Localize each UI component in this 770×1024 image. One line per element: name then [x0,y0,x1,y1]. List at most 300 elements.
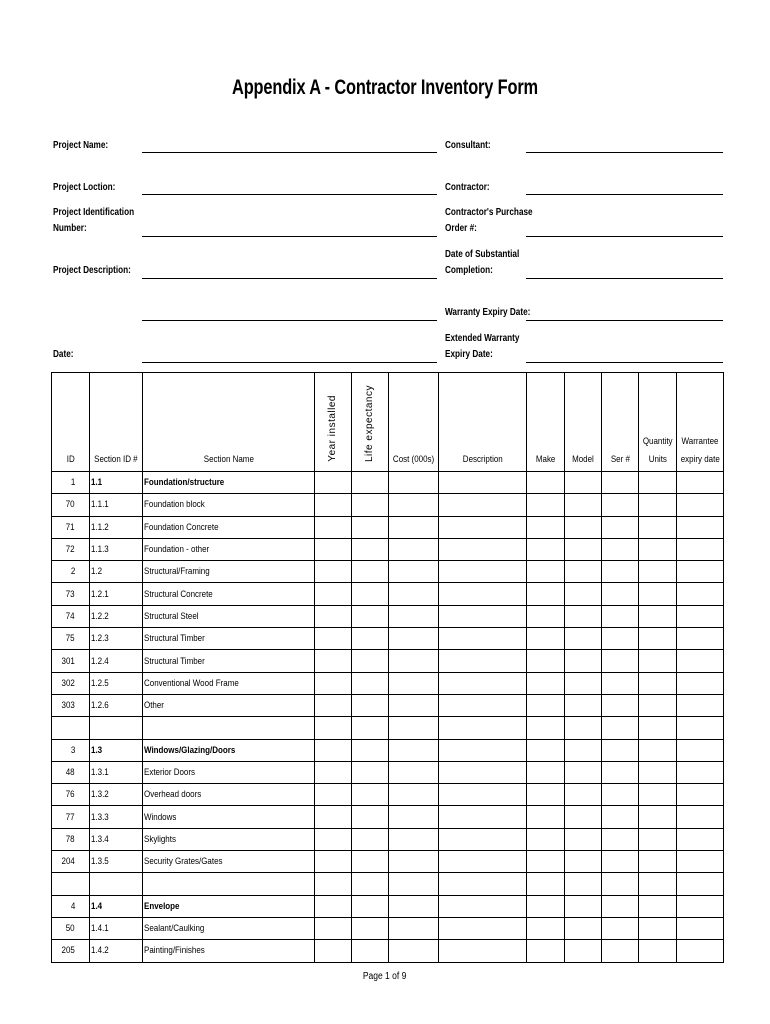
cell-model[interactable] [565,806,602,828]
cell-section-name-text: Skylights [144,833,176,845]
cell-cost[interactable] [389,694,439,716]
cell-year-installed[interactable] [315,873,352,895]
cell-section-name-text: Foundation - other [144,544,210,556]
cell-quantity-units[interactable] [639,628,677,650]
cell-life-expectancy[interactable] [352,672,389,694]
cell-year-installed[interactable] [315,784,352,806]
project-description-field-2[interactable] [142,320,437,321]
cell-cost[interactable] [389,605,439,627]
purchase-order-field[interactable] [526,236,723,237]
cell-ser[interactable] [602,494,639,516]
cell-life-expectancy[interactable] [352,605,389,627]
header-warrantee-expiry: Warrantee expiry date [677,373,724,472]
cell-cost[interactable] [389,717,439,739]
cell-description[interactable] [439,605,527,627]
cell-life-expectancy[interactable] [352,784,389,806]
cell-life-expectancy[interactable] [352,538,389,560]
project-id-label-line1: Project Identification [53,207,135,218]
cell-description[interactable] [439,538,527,560]
table-row [52,917,724,939]
project-description-label: Project Description: [53,265,131,276]
cell-description[interactable] [439,940,527,962]
cell-make[interactable] [527,739,565,761]
cell-description[interactable] [439,828,527,850]
page-footer [0,971,770,982]
cell-life-expectancy[interactable] [352,628,389,650]
cell-cost[interactable] [389,851,439,873]
cell-section-name [143,895,315,917]
cell-make[interactable] [527,873,565,895]
cell-warrantee-expiry[interactable] [677,694,724,716]
cell-quantity-units[interactable] [639,828,677,850]
cell-year-installed[interactable] [315,806,352,828]
cell-section-id [90,650,143,672]
cell-life-expectancy[interactable] [352,494,389,516]
cell-description[interactable] [439,650,527,672]
cell-make[interactable] [527,717,565,739]
header-description: Description [439,373,527,472]
substantial-completion-field[interactable] [526,278,723,279]
cell-id-text: 204 [61,856,75,868]
table-row [52,516,724,538]
project-description-field[interactable] [142,278,437,279]
cell-id [52,628,90,650]
cell-section-id [90,739,143,761]
cell-quantity-units[interactable] [639,806,677,828]
cell-life-expectancy[interactable] [352,851,389,873]
cell-quantity-units[interactable] [639,739,677,761]
cell-cost[interactable] [389,561,439,583]
cell-model[interactable] [565,917,602,939]
cell-id-text: 4 [70,900,75,912]
cell-id [52,538,90,560]
table-row [52,761,724,783]
cell-quantity-units[interactable] [639,694,677,716]
cell-year-installed[interactable] [315,650,352,672]
cell-id-text: 301 [61,655,75,667]
cell-model[interactable] [565,516,602,538]
cell-section-id-text: 1.4.2 [91,945,109,957]
cell-make[interactable] [527,806,565,828]
cell-make[interactable] [527,694,565,716]
cell-model[interactable] [565,628,602,650]
cell-section-name [143,940,315,962]
cell-warrantee-expiry[interactable] [677,494,724,516]
cell-cost[interactable] [389,628,439,650]
cell-warrantee-expiry[interactable] [677,605,724,627]
cell-description[interactable] [439,494,527,516]
cell-cost[interactable] [389,739,439,761]
cell-make[interactable] [527,895,565,917]
table-row [52,494,724,516]
cell-id [52,873,90,895]
cell-section-name [143,806,315,828]
cell-section-id [90,561,143,583]
cell-life-expectancy[interactable] [352,583,389,605]
cell-cost[interactable] [389,784,439,806]
extended-warranty-field[interactable] [526,362,723,363]
cell-warrantee-expiry[interactable] [677,650,724,672]
cell-model[interactable] [565,761,602,783]
cell-section-id-text: 1.3.5 [91,856,109,868]
cell-life-expectancy[interactable] [352,717,389,739]
cell-description[interactable] [439,739,527,761]
cell-model[interactable] [565,583,602,605]
cell-warrantee-expiry[interactable] [677,761,724,783]
cell-quantity-units[interactable] [639,761,677,783]
cell-model[interactable] [565,873,602,895]
cell-warrantee-expiry[interactable] [677,628,724,650]
cell-id-text: 73 [66,588,75,600]
cell-id-text: 78 [66,833,75,845]
cell-year-installed[interactable] [315,851,352,873]
cell-year-installed[interactable] [315,761,352,783]
table-row [52,694,724,716]
cell-ser[interactable] [602,694,639,716]
cell-year-installed[interactable] [315,494,352,516]
cell-make[interactable] [527,828,565,850]
cell-description[interactable] [439,628,527,650]
cell-make[interactable] [527,538,565,560]
cell-make[interactable] [527,494,565,516]
cell-cost[interactable] [389,583,439,605]
cell-quantity-units[interactable] [639,472,677,494]
cell-life-expectancy[interactable] [352,806,389,828]
cell-ser[interactable] [602,672,639,694]
cell-description[interactable] [439,694,527,716]
cell-warrantee-expiry[interactable] [677,784,724,806]
cell-ser[interactable] [602,650,639,672]
cell-id-text: 2 [70,566,75,578]
cell-id-text: 205 [61,945,75,957]
cell-year-installed[interactable] [315,694,352,716]
cell-id [52,650,90,672]
cell-model[interactable] [565,851,602,873]
cell-warrantee-expiry[interactable] [677,672,724,694]
cell-warrantee-expiry[interactable] [677,828,724,850]
cell-description[interactable] [439,851,527,873]
cell-ser[interactable] [602,739,639,761]
cell-description[interactable] [439,672,527,694]
cell-description[interactable] [439,784,527,806]
cell-model[interactable] [565,672,602,694]
cell-section-name [143,717,315,739]
cell-warrantee-expiry[interactable] [677,895,724,917]
cell-warrantee-expiry[interactable] [677,717,724,739]
cell-quantity-units[interactable] [639,583,677,605]
cell-life-expectancy[interactable] [352,694,389,716]
cell-ser[interactable] [602,851,639,873]
cell-ser[interactable] [602,628,639,650]
table-row [52,739,724,761]
cell-ser[interactable] [602,538,639,560]
cell-warrantee-expiry[interactable] [677,538,724,560]
cell-cost[interactable] [389,494,439,516]
cell-ser[interactable] [602,917,639,939]
cell-section-name [143,873,315,895]
cell-ser[interactable] [602,472,639,494]
cell-quantity-units[interactable] [639,873,677,895]
cell-id [52,761,90,783]
cell-ser[interactable] [602,761,639,783]
cell-year-installed[interactable] [315,717,352,739]
cell-model[interactable] [565,650,602,672]
cell-model[interactable] [565,784,602,806]
cell-description[interactable] [439,516,527,538]
cell-life-expectancy[interactable] [352,472,389,494]
cell-make[interactable] [527,561,565,583]
project-name-label: Project Name: [53,140,109,151]
warranty-expiry-field[interactable] [526,320,723,321]
cell-section-id-text: 1.2.1 [91,588,109,600]
cell-description[interactable] [439,561,527,583]
cell-id-text: 77 [66,811,75,823]
cell-cost[interactable] [389,538,439,560]
cell-year-installed[interactable] [315,605,352,627]
cell-year-installed[interactable] [315,628,352,650]
cell-section-id [90,516,143,538]
cell-quantity-units[interactable] [639,672,677,694]
cell-section-name-text: Sealant/Caulking [144,923,205,935]
table-row [52,472,724,494]
cell-cost[interactable] [389,806,439,828]
cell-section-id-text: 1.1 [91,477,103,489]
cell-ser[interactable] [602,561,639,583]
cell-cost[interactable] [389,472,439,494]
cell-description[interactable] [439,895,527,917]
cell-description[interactable] [439,472,527,494]
header-id: ID [52,373,90,472]
cell-warrantee-expiry[interactable] [677,873,724,895]
cell-ser[interactable] [602,895,639,917]
cell-cost[interactable] [389,828,439,850]
cell-make[interactable] [527,605,565,627]
cell-year-installed[interactable] [315,561,352,583]
cell-life-expectancy[interactable] [352,650,389,672]
cell-quantity-units[interactable] [639,516,677,538]
cell-section-name [143,650,315,672]
table-row [52,895,724,917]
cell-section-name-text: Foundation/structure [144,477,225,489]
cell-life-expectancy[interactable] [352,561,389,583]
cell-cost[interactable] [389,672,439,694]
table-row [52,561,724,583]
cell-year-installed[interactable] [315,917,352,939]
header-section-name: Section Name [143,373,315,472]
cell-model[interactable] [565,472,602,494]
table-row [52,828,724,850]
cell-life-expectancy[interactable] [352,828,389,850]
project-location-field[interactable] [142,194,437,195]
cell-model[interactable] [565,694,602,716]
cell-model[interactable] [565,605,602,627]
cell-section-id-text: 1.2.6 [91,700,109,712]
cell-model[interactable] [565,494,602,516]
cell-id [52,895,90,917]
cell-warrantee-expiry[interactable] [677,940,724,962]
cell-description[interactable] [439,717,527,739]
cell-id [52,917,90,939]
cell-model[interactable] [565,717,602,739]
cell-year-installed[interactable] [315,739,352,761]
table-row [52,940,724,962]
cell-section-id-text: 1.2.4 [91,655,109,667]
cell-model[interactable] [565,538,602,560]
cell-ser[interactable] [602,806,639,828]
substantial-completion-label-line1: Date of Substantial [445,249,520,260]
cell-cost[interactable] [389,650,439,672]
cell-life-expectancy[interactable] [352,739,389,761]
cell-id [52,717,90,739]
cell-make[interactable] [527,917,565,939]
cell-quantity-units[interactable] [639,851,677,873]
cell-make[interactable] [527,672,565,694]
cell-make[interactable] [527,472,565,494]
form-title: Appendix A - Contractor Inventory Form [232,76,538,99]
header-life-expectancy: Life expectancy [352,373,389,472]
cell-section-name [143,739,315,761]
cell-section-name-text: Structural Steel [144,610,199,622]
cell-description[interactable] [439,583,527,605]
cell-ser[interactable] [602,583,639,605]
cell-life-expectancy[interactable] [352,895,389,917]
cell-section-name [143,561,315,583]
cell-cost[interactable] [389,873,439,895]
cell-make[interactable] [527,583,565,605]
cell-ser[interactable] [602,873,639,895]
cell-make[interactable] [527,516,565,538]
header-make: Make [527,373,565,472]
cell-ser[interactable] [602,605,639,627]
cell-warrantee-expiry[interactable] [677,917,724,939]
cell-section-id-text: 1.1.3 [91,544,109,556]
cell-section-name [143,761,315,783]
cell-make[interactable] [527,761,565,783]
cell-description[interactable] [439,917,527,939]
cell-section-name [143,851,315,873]
cell-cost[interactable] [389,917,439,939]
cell-warrantee-expiry[interactable] [677,583,724,605]
header-model: Model [565,373,602,472]
cell-description[interactable] [439,806,527,828]
cell-id [52,583,90,605]
cell-cost[interactable] [389,516,439,538]
cell-warrantee-expiry[interactable] [677,561,724,583]
cell-description[interactable] [439,761,527,783]
cell-warrantee-expiry[interactable] [677,739,724,761]
cell-model[interactable] [565,828,602,850]
cell-section-name-text: Structural/Framing [144,566,210,578]
cell-section-id-text: 1.2 [91,566,103,578]
cell-year-installed[interactable] [315,472,352,494]
cell-year-installed[interactable] [315,538,352,560]
cell-cost[interactable] [389,761,439,783]
cell-quantity-units[interactable] [639,494,677,516]
cell-year-installed[interactable] [315,516,352,538]
cell-life-expectancy[interactable] [352,917,389,939]
contractor-field[interactable] [526,194,723,195]
cell-section-id [90,694,143,716]
cell-quantity-units[interactable] [639,917,677,939]
table-row [52,851,724,873]
cell-section-name [143,628,315,650]
cell-warrantee-expiry[interactable] [677,516,724,538]
cell-year-installed[interactable] [315,583,352,605]
cell-id-text: 303 [61,700,75,712]
cell-section-name-text: Other [144,700,164,712]
cell-cost[interactable] [389,895,439,917]
cell-quantity-units[interactable] [639,717,677,739]
cell-quantity-units[interactable] [639,895,677,917]
cell-cost[interactable] [389,940,439,962]
cell-ser[interactable] [602,516,639,538]
cell-life-expectancy[interactable] [352,940,389,962]
cell-model[interactable] [565,940,602,962]
cell-quantity-units[interactable] [639,561,677,583]
cell-id [52,851,90,873]
cell-year-installed[interactable] [315,672,352,694]
cell-year-installed[interactable] [315,940,352,962]
cell-quantity-units[interactable] [639,940,677,962]
date-field[interactable] [142,362,437,363]
cell-make[interactable] [527,628,565,650]
cell-section-id [90,717,143,739]
cell-section-id [90,940,143,962]
cell-id-text: 3 [70,744,75,756]
cell-id-text: 71 [66,521,75,533]
project-id-field[interactable] [142,236,437,237]
cell-make[interactable] [527,940,565,962]
cell-year-installed[interactable] [315,895,352,917]
cell-model[interactable] [565,895,602,917]
cell-model[interactable] [565,739,602,761]
table-row [52,672,724,694]
cell-life-expectancy[interactable] [352,873,389,895]
cell-make[interactable] [527,851,565,873]
cell-make[interactable] [527,650,565,672]
cell-section-id [90,605,143,627]
cell-section-id-text: 1.3.3 [91,811,109,823]
cell-ser[interactable] [602,828,639,850]
cell-warrantee-expiry[interactable] [677,472,724,494]
cell-quantity-units[interactable] [639,650,677,672]
cell-warrantee-expiry[interactable] [677,851,724,873]
cell-section-name-text: Overhead doors [144,789,202,801]
consultant-field[interactable] [526,152,723,153]
cell-model[interactable] [565,561,602,583]
cell-quantity-units[interactable] [639,538,677,560]
cell-id [52,605,90,627]
cell-warrantee-expiry[interactable] [677,806,724,828]
cell-section-id [90,628,143,650]
cell-section-id-text: 1.4.1 [91,923,109,935]
cell-ser[interactable] [602,940,639,962]
cell-ser[interactable] [602,717,639,739]
cell-section-id-text: 1.4 [91,900,103,912]
cell-make[interactable] [527,784,565,806]
project-name-field[interactable] [142,152,437,153]
table-row [52,605,724,627]
cell-description[interactable] [439,873,527,895]
cell-section-id [90,538,143,560]
cell-life-expectancy[interactable] [352,761,389,783]
cell-year-installed[interactable] [315,828,352,850]
cell-section-id [90,472,143,494]
cell-life-expectancy[interactable] [352,516,389,538]
cell-quantity-units[interactable] [639,605,677,627]
cell-ser[interactable] [602,784,639,806]
cell-quantity-units[interactable] [639,784,677,806]
